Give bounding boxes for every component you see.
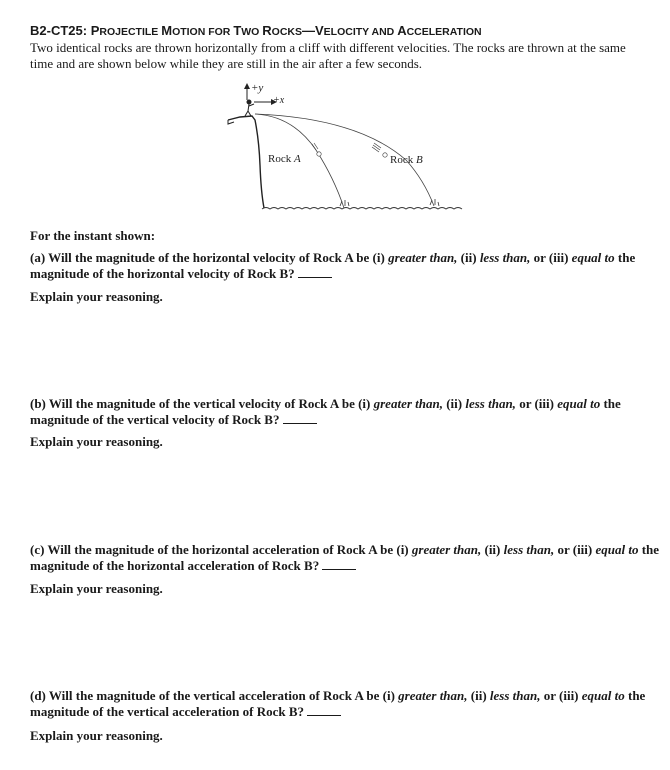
question-a: (a) Will the magnitude of the horizontal velocity of Rock A be (i) greater than, (ii) less than, or (iii) equal to the magnitude of the horizontal velocity of Rock B?: [30, 250, 636, 281]
thrower-figure: [245, 100, 254, 116]
rock-a-label: Rock A: [268, 153, 301, 165]
title-code: B2-CT25:: [30, 23, 88, 38]
question-c: (c) Will the magnitude of the horizontal acceleration of Rock A be (i) greater than, (ii) less than, or (iii) equal to the magnitude of the horizontal acceleration of Rock B?: [30, 542, 660, 573]
title-part: —VELOCITY AND: [302, 23, 398, 38]
intro-line-1: Two identical rocks are thrown horizontally from a cliff with different velocities. The rocks are thrown at the same: [30, 40, 626, 55]
answer-blank-b[interactable]: [283, 413, 317, 424]
rock-a: [312, 143, 321, 156]
for-instant-heading: For the instant shown:: [30, 228, 156, 243]
explain-prompt-c: Explain your reasoning.: [30, 581, 163, 596]
page-title: [30, 23, 482, 38]
title-part: PROJECTILE: [90, 23, 162, 38]
explain-prompt-b: Explain your reasoning.: [30, 434, 163, 449]
intro-line-2: time and are shown below while they are still in the air after a few seconds.: [30, 56, 423, 71]
question-d: (d) Will the magnitude of the vertical acceleration of Rock A be (i) greater than, (ii) less than, or (iii) equal to the magnitude of the vertical acceleration of Rock B?: [30, 688, 646, 719]
x-axis-label: +x: [273, 95, 285, 106]
intro-paragraph: [30, 40, 655, 72]
title-part: MOTION FOR: [161, 23, 234, 38]
explain-prompt-a: Explain your reasoning.: [30, 289, 163, 304]
y-axis-label: +y: [251, 82, 264, 94]
answer-blank-c[interactable]: [322, 559, 356, 570]
cliff-diagram: [218, 80, 468, 215]
water-surface: [262, 208, 462, 210]
answer-blank-d[interactable]: [307, 705, 341, 716]
title-part: ACCELERATION: [397, 23, 482, 38]
cliff-edge: [228, 120, 234, 124]
answer-blank-a[interactable]: [298, 267, 332, 278]
title-part: ROCKS: [262, 23, 302, 38]
cliff: [228, 116, 264, 208]
explain-prompt-d: Explain your reasoning.: [30, 728, 163, 743]
question-b: (b) Will the magnitude of the vertical velocity of Rock A be (i) greater than, (ii) less than, or (iii) equal to the magnitude of the vertical velocity of Rock B?: [30, 396, 621, 427]
title-part: TWO: [233, 23, 263, 38]
rock-b-label: Rock B: [390, 154, 423, 166]
y-axis-arrowhead: [244, 83, 250, 89]
